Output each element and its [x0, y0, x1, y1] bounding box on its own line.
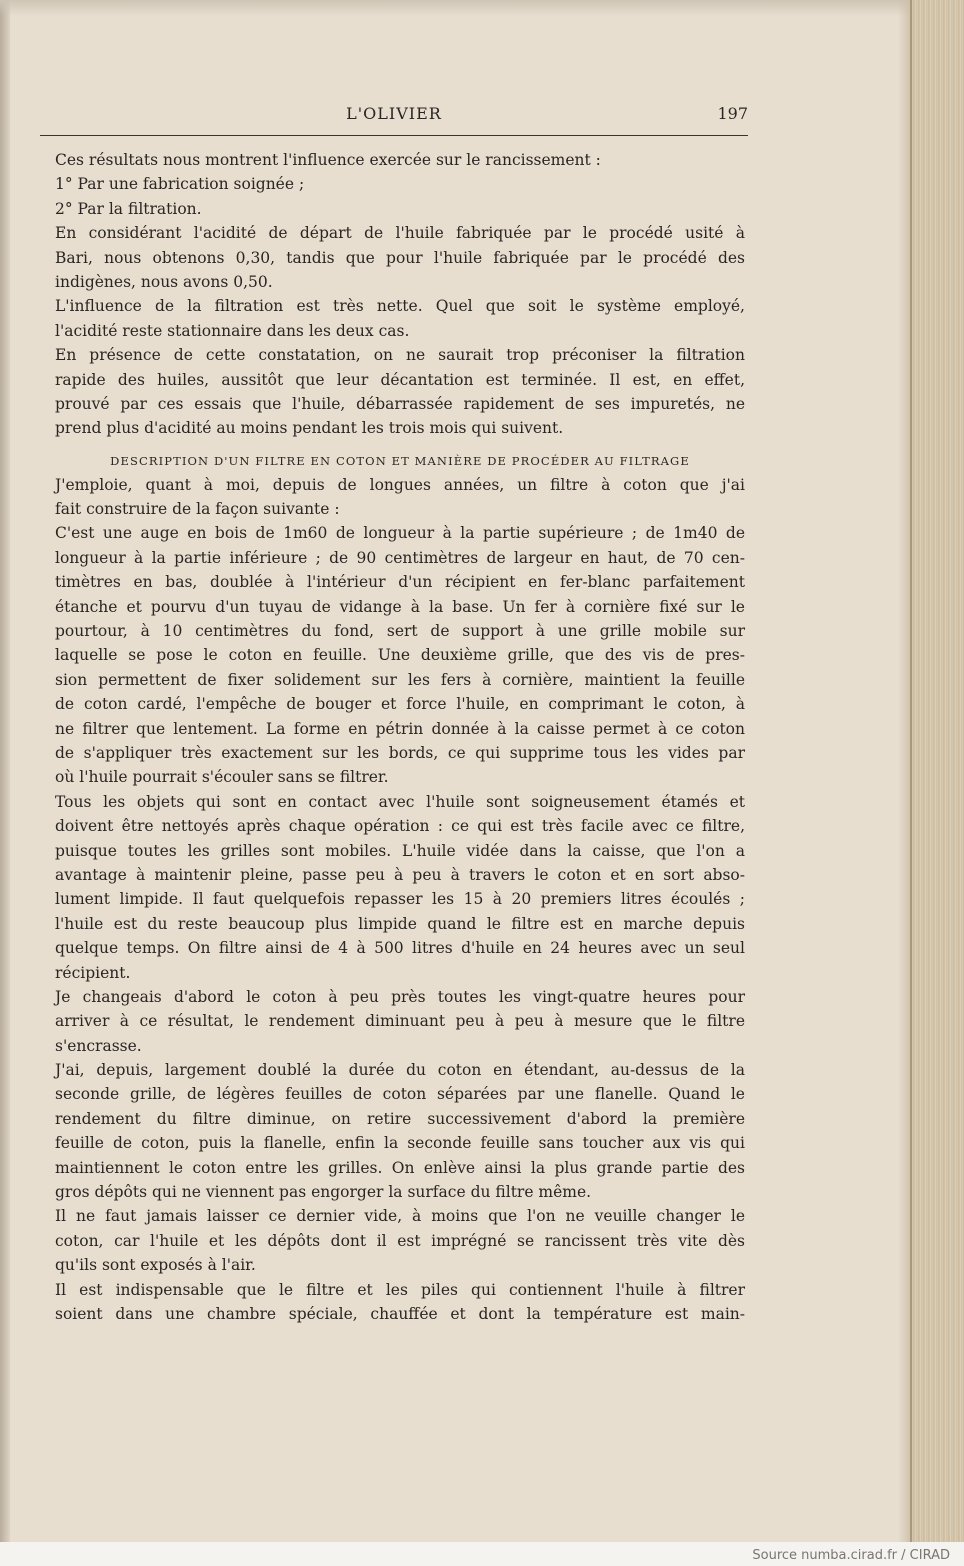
text-line: lument limpide. Il faut quelquefois repasser les 15 à 20 premiers litres écoulés ; — [55, 890, 745, 909]
binding-gutter — [0, 0, 10, 1542]
text-line: 2° Par la filtration. — [55, 199, 202, 218]
text-line: 1° Par une fabrication soignée ; — [55, 175, 305, 194]
text-line: s'encrasse. — [55, 1036, 142, 1055]
text-line: pourtour, à 10 centimètres du fond, sert de support à une grille mobile sur — [55, 622, 745, 641]
source-credit: Source numba.cirad.fr / CIRAD — [752, 1548, 950, 1563]
text-line: J'emploie, quant à moi, depuis de longues années, un filtre à coton que j'ai — [55, 475, 745, 494]
header-rule — [40, 135, 748, 136]
text-line: fait construire de la façon suivante : — [55, 500, 340, 519]
text-line: qu'ils sont exposés à l'air. — [55, 1256, 256, 1275]
text-line: coton, car l'huile et les dépôts dont il est imprégné se rancissent très vite dès — [55, 1231, 745, 1250]
paragraphs-before-subheading — [55, 148, 745, 441]
running-title: L'OLIVIER — [346, 104, 442, 123]
text-line: Ces résultats nous montrent l'influence exercée sur le rancissement : — [55, 151, 601, 169]
text-line: prouvé par ces essais que l'huile, débarrassée rapidement de ses impuretés, ne — [55, 394, 745, 413]
text-line: arriver à ce résultat, le rendement diminuant peu à peu à mesure que le filtre — [55, 1012, 745, 1031]
section-subheading: DESCRIPTION D'UN FILTRE EN COTON ET MANIÈRE DE PROCÉDER AU FILTRAGE — [110, 453, 690, 468]
text-line: C'est une auge en bois de 1m60 de longueur à la partie supérieure ; de 1m40 de — [55, 524, 745, 543]
text-line: indigènes, nous avons 0,50. — [55, 272, 273, 291]
text-line: laquelle se pose le coton en feuille. Une deuxième grille, que des vis de pres- — [55, 646, 745, 665]
text-line: Il ne faut jamais laisser ce dernier vide, à moins que l'on ne veuille changer le — [55, 1207, 745, 1226]
text-line: prend plus d'acidité au moins pendant les trois mois qui suivent. — [55, 419, 564, 438]
paragraphs-after-subheading — [55, 473, 745, 1327]
text-line: maintiennent le coton entre les grilles. On enlève ainsi la plus grande partie des — [55, 1158, 745, 1177]
text-line: où l'huile pourrait s'écouler sans se filtrer. — [55, 768, 389, 787]
text-line: quelque temps. On filtre ainsi de 4 à 500 litres d'huile en 24 heures avec un seul — [55, 939, 745, 958]
text-line: gros dépôts qui ne viennent pas engorger la surface du filtre même. — [55, 1183, 592, 1202]
text-line: soient dans une chambre spéciale, chauffée et dont la température est main- — [55, 1304, 745, 1323]
text-line: récipient. — [55, 963, 131, 982]
text-line: Il est indispensable que le filtre et les piles qui contiennent l'huile à filtrer — [55, 1280, 745, 1299]
text-line: étanche et pourvu d'un tuyau de vidange à la base. Un fer à cornière fixé sur le — [55, 597, 745, 616]
text-line: Bari, nous obtenons 0,30, tandis que pour l'huile fabriquée par le procédé des — [55, 248, 745, 267]
text-line: feuille de coton, puis la flanelle, enfin la seconde feuille sans toucher aux vis qui — [55, 1134, 745, 1153]
text-line: de s'appliquer très exactement sur les bords, ce qui supprime tous les vides par — [55, 743, 745, 762]
book-page-edges — [910, 0, 964, 1542]
text-line: de coton cardé, l'empêche de bouger et force l'huile, en comprimant le coton, à — [55, 695, 745, 714]
text-line: l'huile est du reste beaucoup plus limpide quand le filtre est en marche depuis — [55, 914, 745, 933]
text-line: sion permettent de fixer solidement sur les fers à cornière, maintient la feuille — [55, 670, 745, 689]
text-line: En considérant l'acidité de départ de l'huile fabriquée par le procédé usité à — [55, 224, 745, 243]
running-head — [40, 104, 748, 130]
text-line: l'acidité reste stationnaire dans les deux cas. — [55, 321, 410, 340]
text-line: L'influence de la filtration est très nette. Quel que soit le système employé, — [55, 297, 745, 316]
page-number: 197 — [717, 104, 748, 123]
text-line: Tous les objets qui sont en contact avec l'huile sont soigneusement étamés et — [55, 792, 745, 811]
text-line: J'ai, depuis, largement doublé la durée du coton en étendant, au-dessus de la — [55, 1061, 745, 1080]
text-line: ne filtrer que lentement. La forme en pétrin donnée à la caisse permet à ce coton — [55, 719, 745, 738]
page-top-shadow — [0, 0, 964, 16]
text-line: longueur à la partie inférieure ; de 90 centimètres de largeur en haut, de 70 cen- — [55, 548, 745, 567]
text-line: rendement du filtre diminue, on retire successivement d'abord la première — [55, 1109, 745, 1128]
text-line: puisque toutes les grilles sont mobiles. L'huile vidée dans la caisse, que l'on a — [55, 841, 745, 860]
text-line: avantage à maintenir pleine, passe peu à peu à travers le coton et en sort abso- — [55, 865, 745, 884]
text-line: rapide des huiles, aussitôt que leur décantation est terminée. Il est, en effet, — [55, 370, 745, 389]
text-line: En présence de cette constatation, on ne saurait trop préconiser la filtration — [55, 346, 745, 365]
text-line: timètres en bas, doublée à l'intérieur d'un récipient en fer-blanc parfaitement — [55, 573, 745, 592]
text-line: seconde grille, de légères feuilles de coton séparées par une flanelle. Quand le — [55, 1085, 745, 1104]
body-text — [55, 148, 745, 1326]
text-line: doivent être nettoyés après chaque opération : ce qui est très facile avec ce filtre, — [55, 817, 745, 836]
text-line: Je changeais d'abord le coton à peu près toutes les vingt-quatre heures pour — [55, 987, 745, 1006]
